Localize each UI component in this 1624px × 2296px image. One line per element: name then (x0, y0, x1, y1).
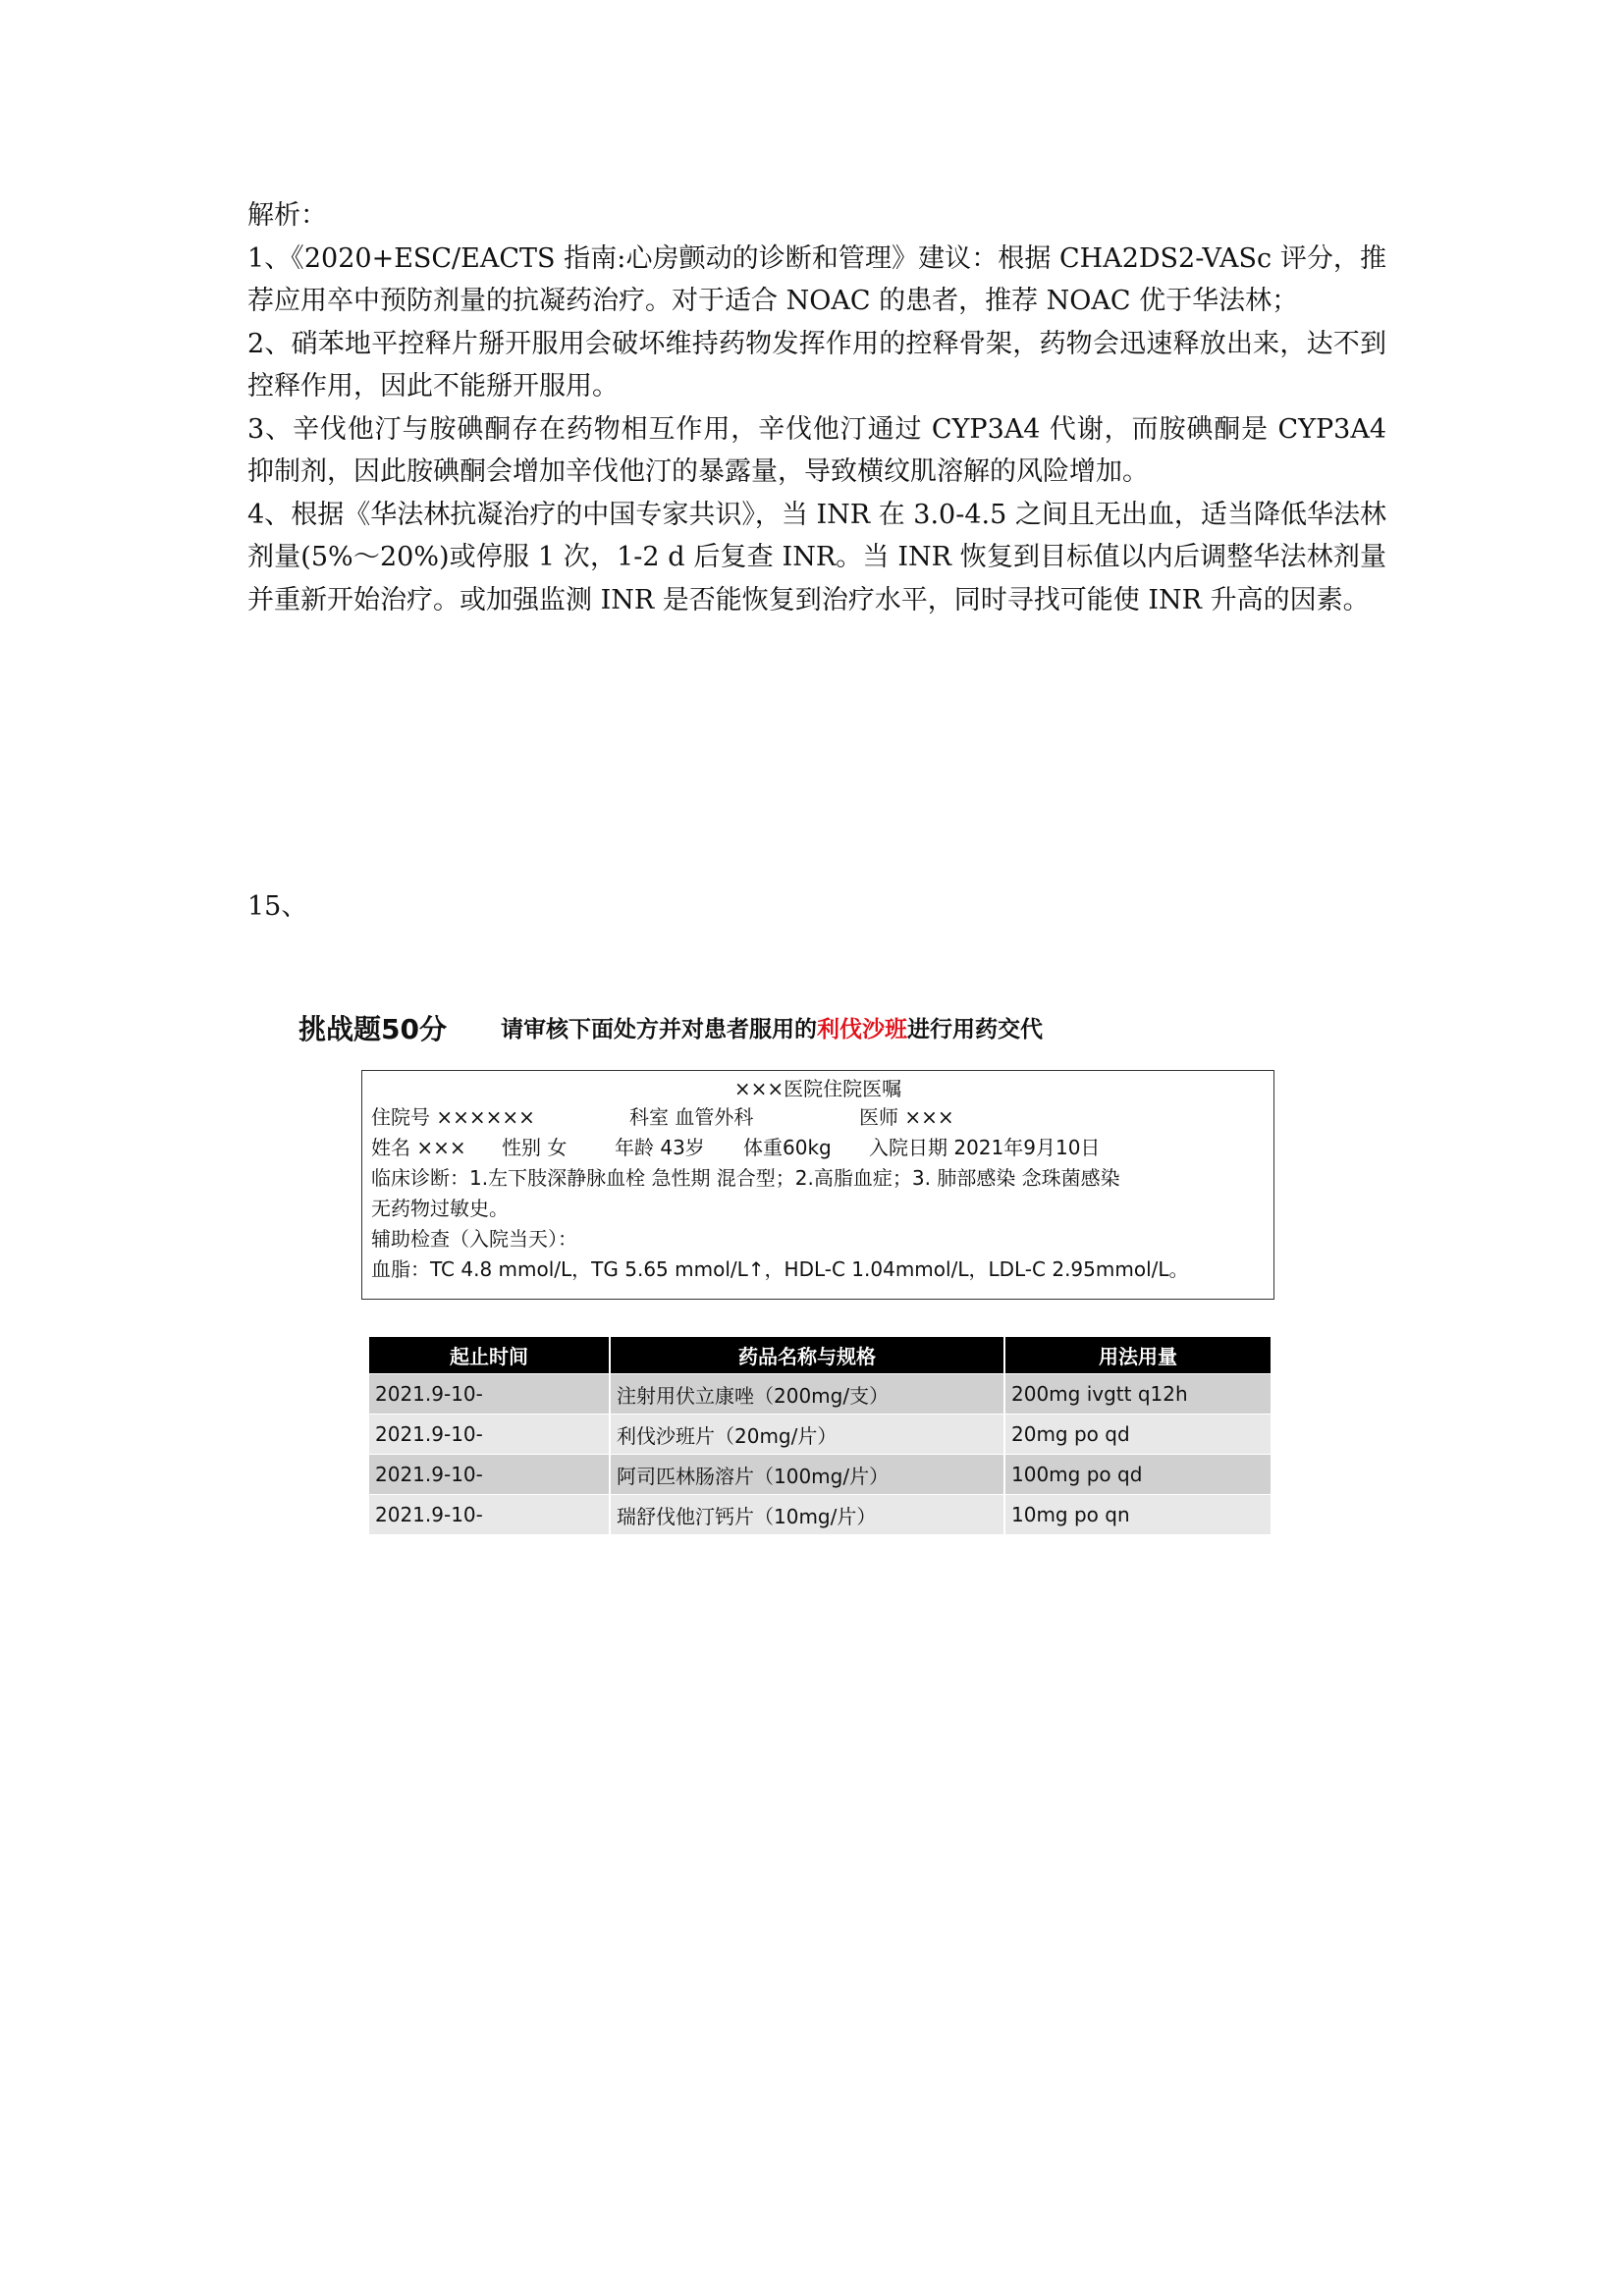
challenge-title: 挑战题50分 (298, 1013, 447, 1045)
row-dosage: 20mg po qd (1004, 1415, 1271, 1455)
admission-number: 住院号 ×××××× (371, 1105, 535, 1129)
medication-table (369, 1337, 1271, 1534)
row-period: 2021.9-10- (369, 1415, 610, 1455)
admission-date: 入院日期 2021年9月10日 (869, 1136, 1101, 1159)
clinical-diagnosis: 临床诊断：1.左下肢深静脉血栓 急性期 混合型；2.高脂血症；3. 肺部感染 念珠菌感染 (371, 1166, 1120, 1190)
instruction-drug-highlight: 利伐沙班 (817, 1017, 907, 1042)
row-dosage: 200mg ivgtt q12h (1004, 1374, 1271, 1415)
row-drug-name: 注射用伏立康唑（200mg/支） (610, 1374, 1004, 1415)
order-row-patient (362, 1133, 1273, 1163)
instruction-text-before: 请审核下面处方并对患者服用的 (501, 1017, 817, 1042)
instruction-text-after: 进行用药交代 (907, 1017, 1043, 1042)
analysis-heading: 解析： (247, 200, 327, 231)
analysis-point-4: 4、根据《华法林抗凝治疗的中国专家共识》，当 INR 在 3.0-4.5 之间且无出血，适当降低华法林剂量(5%～20%)或停服 1 次，1-2 d 后复查 INR。当 INR 恢复到目标值以内后调整华法林剂量并重新开始治疗。或加强监测 INR 是否能恢复到治疗水平，同时寻找可能使 INR 升高的因素。 (247, 499, 1386, 615)
row-drug-name: 利伐沙班片（20mg/片） (610, 1415, 1004, 1455)
analysis-section (247, 194, 1386, 621)
row-drug-name: 阿司匹林肠溶片（100mg/片） (610, 1455, 1004, 1495)
hospital-order-box (361, 1070, 1274, 1300)
challenge-instruction (501, 1005, 1043, 1054)
order-row-admission (362, 1102, 1273, 1133)
order-title: ×××医院住院医嘱 (733, 1077, 902, 1100)
row-period: 2021.9-10- (369, 1374, 610, 1415)
row-dosage: 100mg po qd (1004, 1455, 1271, 1495)
analysis-point-3: 3、辛伐他汀与胺碘酮存在药物相互作用，辛伐他汀通过 CYP3A4 代谢，而胺碘酮是 CYP3A4 抑制剂，因此胺碘酮会增加辛伐他汀的暴露量，导致横纹肌溶解的风险增加。 (247, 413, 1386, 487)
doctor: 医师 ××× (859, 1105, 954, 1129)
aux-exam-label: 辅助检查（入院当天）： (371, 1227, 577, 1251)
patient-age: 年龄 43岁 (615, 1136, 705, 1159)
header-period: 起止时间 (369, 1337, 610, 1374)
patient-weight: 体重60kg (743, 1136, 832, 1159)
allergy-history: 无药物过敏史。 (371, 1197, 509, 1220)
analysis-point-1: 1、《2020+ESC/EACTS 指南:心房颤动的诊断和管理》建议：根据 CHA2DS2-VASc 评分，推荐应用卒中预防剂量的抗凝药治疗。对于适合 NOAC 的患者，推荐 NOAC 优于华法林； (247, 242, 1386, 316)
question-number: 15、 (247, 891, 308, 922)
table-row (369, 1415, 1271, 1455)
blood-lipids: 血脂：TC 4.8 mmol/L，TG 5.65 mmol/L↑，HDL-C 1.04mmol/L，LDL-C 2.95mmol/L。 (371, 1257, 1189, 1281)
department: 科室 血管外科 (629, 1105, 754, 1129)
row-dosage: 10mg po qn (1004, 1495, 1271, 1535)
patient-name: 姓名 ××× (371, 1136, 466, 1159)
table-row (369, 1455, 1271, 1495)
table-header-row (369, 1337, 1271, 1374)
row-period: 2021.9-10- (369, 1455, 610, 1495)
table-row (369, 1495, 1271, 1535)
header-dosage: 用法用量 (1004, 1337, 1271, 1374)
analysis-point-2: 2、硝苯地平控释片掰开服用会破坏维持药物发挥作用的控释骨架，药物会迅速释放出来，达不到控释作用，因此不能掰开服用。 (247, 328, 1386, 401)
table-row (369, 1374, 1271, 1415)
row-drug-name: 瑞舒伐他汀钙片（10mg/片） (610, 1495, 1004, 1535)
row-period: 2021.9-10- (369, 1495, 610, 1535)
header-drug-name: 药品名称与规格 (610, 1337, 1004, 1374)
challenge-header (298, 1005, 1329, 1054)
patient-sex: 性别 女 (502, 1136, 568, 1159)
